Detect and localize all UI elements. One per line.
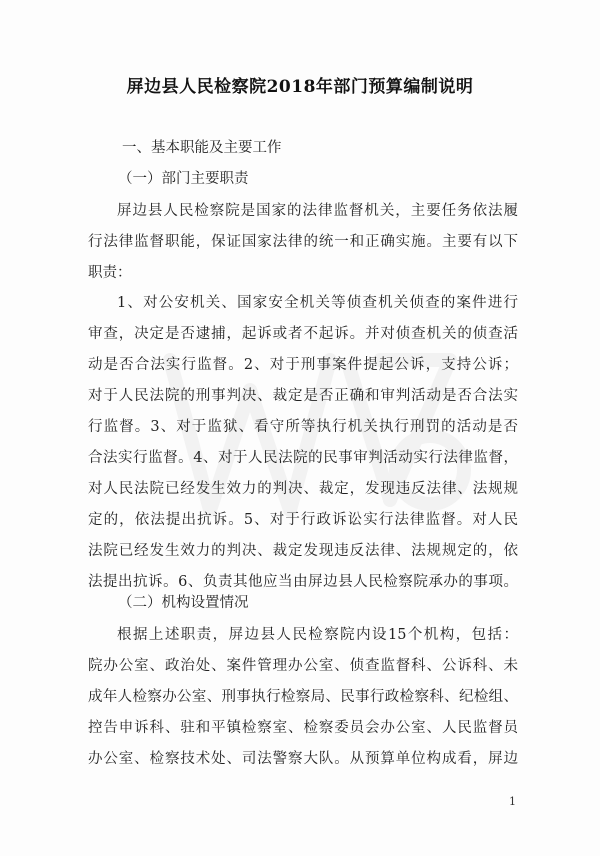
subsection-heading-organization: （二）机构设置情况 <box>118 595 249 611</box>
subsection-heading-main-duties: （一）部门主要职责 <box>118 171 249 187</box>
paragraph-line: 定的，依法提出抗诉。5、对于行政诉讼实行法律监督。对人民 <box>88 512 518 528</box>
paragraph-line: 行法律监督职能，保证国家法律的统一和正确实施。主要有以下 <box>88 234 518 250</box>
paragraph-line: 屏边县人民检察院是国家的法律监督机关，主要任务依法履 <box>117 203 518 219</box>
paragraph-line: 法提出抗诉。6、负责其他应当由屏边县人民检察院承办的事项。 <box>88 574 518 590</box>
section-heading-basic-functions: 一、基本职能及主要工作 <box>122 140 282 156</box>
paragraph-line: 行监督。3、对于监狱、看守所等执行机关执行刑罚的活动是否 <box>88 419 518 435</box>
paragraph-line: 成年人检察办公室、刑事执行检察局、民事行政检察科、纪检组、 <box>88 689 518 705</box>
paragraph-line: 办公室、检察技术处、司法警察大队。从预算单位构成看，屏边 <box>88 751 518 767</box>
paragraph-organization <box>88 620 518 775</box>
paragraph-line: 对人民法院已经发生效力的判决、裁定，发现违反法律、法规规 <box>88 481 518 497</box>
paragraph-line: 控告申诉科、驻和平镇检察室、检察委员会办公室、人民监督员 <box>88 720 518 736</box>
paragraph-line: 职责： <box>88 265 132 281</box>
paragraph-intro <box>88 196 518 289</box>
paragraph-line: 根据上述职责，屏边县人民检察院内设15个机构，包括： <box>117 627 518 643</box>
paragraph-line: 院办公室、政治处、案件管理办公室、侦查监督科、公诉科、未 <box>88 658 518 674</box>
paragraph-line: 对于人民法院的刑事判决、裁定是否正确和审判活动是否合法实 <box>88 388 518 404</box>
page-number: 1 <box>509 795 516 808</box>
paragraph-line: 动是否合法实行监督。2、对于刑事案件提起公诉，支持公诉； <box>88 357 518 373</box>
paragraph-duties-list <box>88 288 518 598</box>
paragraph-line: 审查，决定是否逮捕，起诉或者不起诉。并对侦查机关的侦查活 <box>88 326 518 342</box>
document-title: 屏边县人民检察院2018年部门预算编制说明 <box>126 77 474 97</box>
paragraph-line: 1、对公安机关、国家安全机关等侦查机关侦查的案件进行 <box>117 295 518 311</box>
paragraph-line: 法院已经发生效力的判决、裁定发现违反法律、法规规定的，依 <box>88 543 518 559</box>
paragraph-line: 合法实行监督。4、对于人民法院的民事审判活动实行法律监督， <box>88 450 518 466</box>
